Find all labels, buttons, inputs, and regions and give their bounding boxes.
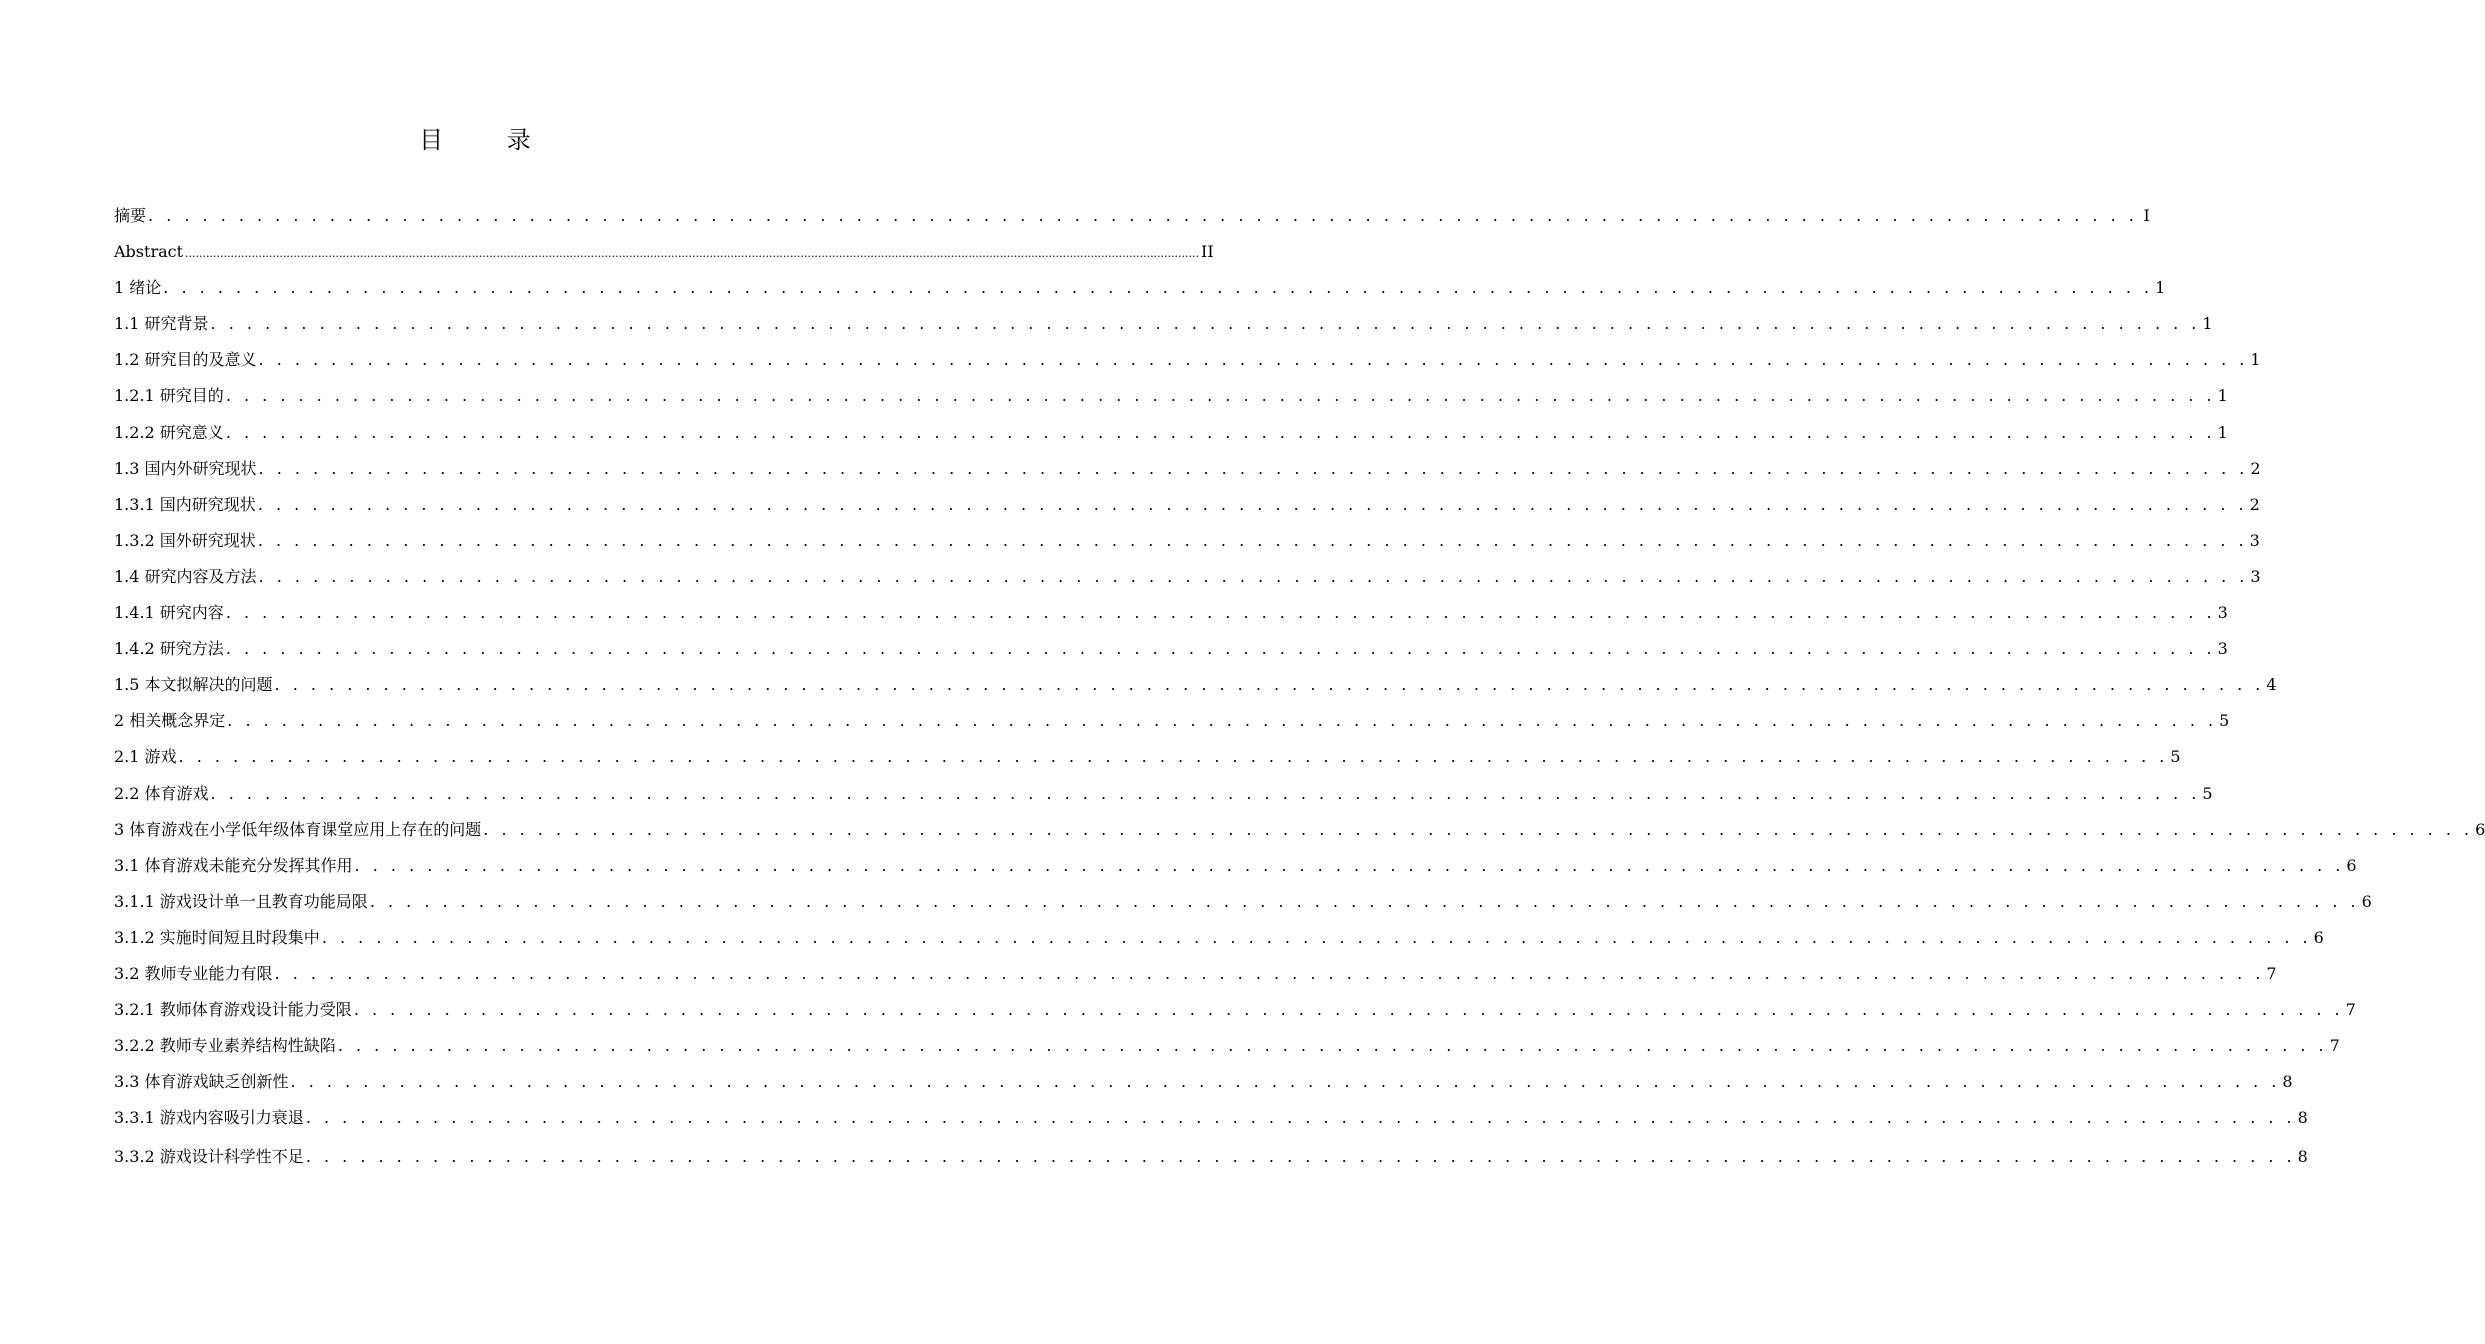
toc-dot-leader: . . . . . . . . . . . . . . . . . . . . . . . . . . . . . . . . . . . . . . . . . . . . . . . . . . . . . . . . . . . . . . . . . . . . . . . . . . . . . . . . . . . . . . . . . . . . . . . . . . . . . . . . . . . . . . xyxy=(210,314,2201,334)
toc-entry-page-number: I xyxy=(2143,206,2150,225)
toc-entry-page-number: 1 xyxy=(2202,314,2213,334)
toc-dot-leader: . . . . . . . . . . . . . . . . . . . . . . . . . . . . . . . . . . . . . . . . . . . . . . . . . . . . . . . . . . . . . . . . . . . . . . . . . . . . . . . . . . . . . . . . . . . . . . . . . . . . . . . . . . . . . . xyxy=(274,963,2265,983)
toc-entry[interactable] xyxy=(114,739,2181,775)
toc-dot-leader: . . . . . . . . . . . . . . . . . . . . . . . . . . . . . . . . . . . . . . . . . . . . . . . . . . . . . . . . . . . . . . . . . . . . . . . . . . . . . . . . . . . . . . . . . . . . . . . . . . . . . . . . . . . . . . xyxy=(305,1147,2296,1167)
toc-entry-label: 1.5 本文拟解决的问题 xyxy=(114,675,273,695)
toc-entry-label: 3.2.1 教师体育游戏设计能力受限 xyxy=(114,1000,352,1020)
toc-entry[interactable] xyxy=(114,920,2324,956)
toc-entry-label: 1.4 研究内容及方法 xyxy=(114,566,257,586)
toc-dot-leader: . . . . . . . . . . . . . . . . . . . . . . . . . . . . . . . . . . . . . . . . . . . . . . . . . . . . . . . . . . . . . . . . . . . . . . . . . . . . . . . . . . . . . . . . . . . . . . . . . . . . . . . . . . . . . . xyxy=(225,386,2216,406)
toc-entry-page-number: 1 xyxy=(2217,422,2228,442)
toc-entry[interactable] xyxy=(114,812,2485,848)
toc-entry-label: 3.1 体育游戏未能充分发挥其作用 xyxy=(114,855,353,875)
toc-dot-leader: . . . . . . . . . . . . . . . . . . . . . . . . . . . . . . . . . . . . . . . . . . . . . . . . . . . . . . . . . . . . . . . . . . . . . . . . . . . . . . . . . . . . . . . . . . . . . . . . . . . . . . . . . . . . . . xyxy=(258,458,2249,478)
toc-entry-label: 3.1.1 游戏设计单一且教育功能局限 xyxy=(114,891,368,911)
toc-entry[interactable] xyxy=(114,1139,2308,1175)
toc-entry-page-number: 1 xyxy=(2155,278,2166,298)
toc-entry-label: 3.3.2 游戏设计科学性不足 xyxy=(114,1147,304,1167)
toc-dot-leader: . . . . . . . . . . . . . . . . . . . . . . . . . . . . . . . . . . . . . . . . . . . . . . . . . . . . . . . . . . . . . . . . . . . . . . . . . . . . . . . . . . . . . . . . . . . . . . . . . . . . . . . . . . . . . . xyxy=(483,819,2474,839)
toc-entry[interactable] xyxy=(114,848,2357,884)
toc-dot-leader: .................................................................................................................................................................................................................................................................................................. xyxy=(185,247,1200,261)
toc-entry-page-number: 7 xyxy=(2329,1036,2340,1056)
toc-dot-leader: . . . . . . . . . . . . . . . . . . . . . . . . . . . . . . . . . . . . . . . . . . . . . . . . . . . . . . . . . . . . . . . . . . . . . . . . . . . . . . . . . . . . . . . . . . . . . . . . . . . . . . . . . . . . . . xyxy=(305,1108,2296,1128)
toc-entry-page-number: 6 xyxy=(2313,927,2324,947)
toc-dot-leader: . . . . . . . . . . . . . . . . . . . . . . . . . . . . . . . . . . . . . . . . . . . . . . . . . . . . . . . . . . . . . . . . . . . . . . . . . . . . . . . . . . . . . . . . . . . . . . . . . . . . . . . . . . . . . . xyxy=(148,206,2138,225)
toc-entry-page-number: 2 xyxy=(2249,494,2260,514)
toc-entry[interactable] xyxy=(114,1028,2340,1064)
toc-entry-label: 3.3.1 游戏内容吸引力衰退 xyxy=(114,1108,304,1128)
toc-dot-leader: . . . . . . . . . . . . . . . . . . . . . . . . . . . . . . . . . . . . . . . . . . . . . . . . . . . . . . . . . . . . . . . . . . . . . . . . . . . . . . . . . . . . . . . . . . . . . . . . . . . . . . . . . . . . . . xyxy=(354,855,2345,875)
toc-entry-page-number: 6 xyxy=(2361,891,2372,911)
toc-dot-leader: . . . . . . . . . . . . . . . . . . . . . . . . . . . . . . . . . . . . . . . . . . . . . . . . . . . . . . . . . . . . . . . . . . . . . . . . . . . . . . . . . . . . . . . . . . . . . . . . . . . . . . . . . . . . . . xyxy=(257,530,2248,550)
toc-entry-label: 1 绪论 xyxy=(114,278,162,298)
toc-entry[interactable] xyxy=(114,415,2228,451)
toc-entry-page-number: 4 xyxy=(2266,675,2277,695)
toc-entry-label: 1.2.2 研究意义 xyxy=(114,422,224,442)
toc-entry-page-number: 7 xyxy=(2266,963,2277,983)
toc-entry[interactable] xyxy=(114,523,2260,559)
toc-entry-page-number: 5 xyxy=(2219,711,2230,731)
toc-dot-leader: . . . . . . . . . . . . . . . . . . . . . . . . . . . . . . . . . . . . . . . . . . . . . . . . . . . . . . . . . . . . . . . . . . . . . . . . . . . . . . . . . . . . . . . . . . . . . . . . . . . . . . . . . . . . . . xyxy=(210,783,2201,803)
toc-entry[interactable] xyxy=(114,956,2277,992)
toc-dot-leader: . . . . . . . . . . . . . . . . . . . . . . . . . . . . . . . . . . . . . . . . . . . . . . . . . . . . . . . . . . . . . . . . . . . . . . . . . . . . . . . . . . . . . . . . . . . . . . . . . . . . . . . . . . . . . . xyxy=(227,711,2218,731)
toc-list xyxy=(114,198,2485,1176)
toc-entry-page-number: 1 xyxy=(2217,386,2228,406)
toc-entry-page-number: 8 xyxy=(2282,1072,2293,1092)
toc-entry[interactable] xyxy=(114,703,2230,739)
toc-entry-label: 3.2.2 教师专业素养结构性缺陷 xyxy=(114,1036,336,1056)
toc-entry[interactable] xyxy=(114,198,2150,234)
toc-dot-leader: . . . . . . . . . . . . . . . . . . . . . . . . . . . . . . . . . . . . . . . . . . . . . . . . . . . . . . . . . . . . . . . . . . . . . . . . . . . . . . . . . . . . . . . . . . . . . . . . . . . . . . . . . . . . . . xyxy=(369,891,2360,911)
toc-entry-page-number: 3 xyxy=(2250,566,2261,586)
toc-dot-leader: . . . . . . . . . . . . . . . . . . . . . . . . . . . . . . . . . . . . . . . . . . . . . . . . . . . . . . . . . . . . . . . . . . . . . . . . . . . . . . . . . . . . . . . . . . . . . . . . . . . . . . . . . . . . . . xyxy=(178,747,2169,767)
toc-entry-label: 2.2 体育游戏 xyxy=(114,783,209,803)
toc-entry[interactable] xyxy=(114,451,2261,487)
toc-entry-label: 1.3 国内外研究现状 xyxy=(114,458,257,478)
toc-entry[interactable] xyxy=(114,992,2356,1028)
toc-entry-page-number: 8 xyxy=(2297,1147,2308,1167)
toc-entry-label: 2 相关概念界定 xyxy=(114,711,226,731)
toc-dot-leader: . . . . . . . . . . . . . . . . . . . . . . . . . . . . . . . . . . . . . . . . . . . . . . . . . . . . . . . . . . . . . . . . . . . . . . . . . . . . . . . . . . . . . . . . . . . . . . . . . . . . . . . . . . . . . . xyxy=(257,494,2248,514)
toc-entry-page-number: 7 xyxy=(2345,1000,2356,1020)
toc-entry-page-number: 8 xyxy=(2297,1108,2308,1128)
toc-entry-label: 1.3.1 国内研究现状 xyxy=(114,494,256,514)
toc-entry-label: 3.3 体育游戏缺乏创新性 xyxy=(114,1072,289,1092)
toc-entry[interactable] xyxy=(114,306,2213,342)
toc-entry-page-number: 6 xyxy=(2346,855,2357,875)
toc-entry-label: 1.4.2 研究方法 xyxy=(114,639,224,659)
toc-entry[interactable] xyxy=(114,559,2261,595)
toc-dot-leader: . . . . . . . . . . . . . . . . . . . . . . . . . . . . . . . . . . . . . . . . . . . . . . . . . . . . . . . . . . . . . . . . . . . . . . . . . . . . . . . . . . . . . . . . . . . . . . . . . . . . . . . . . . . . . . xyxy=(225,603,2216,623)
toc-title: 目 录 xyxy=(419,126,559,154)
toc-entry-page-number: 5 xyxy=(2170,747,2181,767)
toc-dot-leader: . . . . . . . . . . . . . . . . . . . . . . . . . . . . . . . . . . . . . . . . . . . . . . . . . . . . . . . . . . . . . . . . . . . . . . . . . . . . . . . . . . . . . . . . . . . . . . . . . . . . . . . . . . . . . . xyxy=(290,1072,2281,1092)
toc-entry[interactable] xyxy=(114,487,2260,523)
toc-entry-page-number: 3 xyxy=(2249,530,2260,550)
toc-entry[interactable] xyxy=(114,270,2166,306)
toc-dot-leader: . . . . . . . . . . . . . . . . . . . . . . . . . . . . . . . . . . . . . . . . . . . . . . . . . . . . . . . . . . . . . . . . . . . . . . . . . . . . . . . . . . . . . . . . . . . . . . . . . . . . . . . . . . . . . . xyxy=(258,566,2249,586)
toc-entry[interactable] xyxy=(114,595,2228,631)
toc-entry[interactable] xyxy=(114,1064,2293,1100)
toc-dot-leader: . . . . . . . . . . . . . . . . . . . . . . . . . . . . . . . . . . . . . . . . . . . . . . . . . . . . . . . . . . . . . . . . . . . . . . . . . . . . . . . . . . . . . . . . . . . . . . . . . . . . . . . . . . . . . . xyxy=(274,675,2265,695)
toc-entry[interactable] xyxy=(114,342,2261,378)
toc-entry-label: 摘要 xyxy=(114,206,147,225)
toc-entry-label: 3.1.2 实施时间短且时段集中 xyxy=(114,927,320,947)
toc-dot-leader: . . . . . . . . . . . . . . . . . . . . . . . . . . . . . . . . . . . . . . . . . . . . . . . . . . . . . . . . . . . . . . . . . . . . . . . . . . . . . . . . . . . . . . . . . . . . . . . . . . . . . . . . . . . . . . xyxy=(353,1000,2344,1020)
toc-entry[interactable] xyxy=(114,884,2372,920)
toc-entry-label: 1.2 研究目的及意义 xyxy=(114,350,257,370)
toc-entry-label: 3 体育游戏在小学低年级体育课堂应用上存在的问题 xyxy=(114,819,482,839)
toc-dot-leader: . . . . . . . . . . . . . . . . . . . . . . . . . . . . . . . . . . . . . . . . . . . . . . . . . . . . . . . . . . . . . . . . . . . . . . . . . . . . . . . . . . . . . . . . . . . . . . . . . . . . . . . . . . . . . . xyxy=(258,350,2249,370)
toc-entry-page-number: 1 xyxy=(2250,350,2261,370)
toc-entry-label: 2.1 游戏 xyxy=(114,747,177,767)
toc-dot-leader: . . . . . . . . . . . . . . . . . . . . . . . . . . . . . . . . . . . . . . . . . . . . . . . . . . . . . . . . . . . . . . . . . . . . . . . . . . . . . . . . . . . . . . . . . . . . . . . . . . . . . . . . . . . . . . xyxy=(163,278,2154,298)
toc-entry-page-number: 6 xyxy=(2475,819,2485,839)
toc-entry-label: 1.1 研究背景 xyxy=(114,314,209,334)
toc-entry-label: 1.3.2 国外研究现状 xyxy=(114,530,256,550)
toc-entry[interactable] xyxy=(114,234,1214,270)
toc-entry[interactable] xyxy=(114,776,2213,812)
toc-dot-leader: . . . . . . . . . . . . . . . . . . . . . . . . . . . . . . . . . . . . . . . . . . . . . . . . . . . . . . . . . . . . . . . . . . . . . . . . . . . . . . . . . . . . . . . . . . . . . . . . . . . . . . . . . . . . . . xyxy=(337,1036,2328,1056)
toc-entry-label: 1.2.1 研究目的 xyxy=(114,386,224,406)
toc-dot-leader: . . . . . . . . . . . . . . . . . . . . . . . . . . . . . . . . . . . . . . . . . . . . . . . . . . . . . . . . . . . . . . . . . . . . . . . . . . . . . . . . . . . . . . . . . . . . . . . . . . . . . . . . . . . . . . xyxy=(225,639,2216,659)
toc-entry-page-number: 2 xyxy=(2250,458,2261,478)
toc-entry[interactable] xyxy=(114,667,2277,703)
toc-entry[interactable] xyxy=(114,1100,2308,1136)
toc-entry-page-number: 5 xyxy=(2202,783,2213,803)
toc-entry-label: 3.2 教师专业能力有限 xyxy=(114,963,273,983)
toc-entry[interactable] xyxy=(114,378,2228,414)
toc-dot-leader: . . . . . . . . . . . . . . . . . . . . . . . . . . . . . . . . . . . . . . . . . . . . . . . . . . . . . . . . . . . . . . . . . . . . . . . . . . . . . . . . . . . . . . . . . . . . . . . . . . . . . . . . . . . . . . xyxy=(321,927,2312,947)
toc-entry-page-number: II xyxy=(1201,242,1214,262)
toc-entry[interactable] xyxy=(114,631,2228,667)
toc-entry-label: 1.4.1 研究内容 xyxy=(114,603,224,623)
toc-dot-leader: . . . . . . . . . . . . . . . . . . . . . . . . . . . . . . . . . . . . . . . . . . . . . . . . . . . . . . . . . . . . . . . . . . . . . . . . . . . . . . . . . . . . . . . . . . . . . . . . . . . . . . . . . . . . . . xyxy=(225,422,2216,442)
toc-entry-label: Abstract xyxy=(114,242,184,262)
toc-entry-page-number: 3 xyxy=(2217,639,2228,659)
toc-entry-page-number: 3 xyxy=(2217,603,2228,623)
